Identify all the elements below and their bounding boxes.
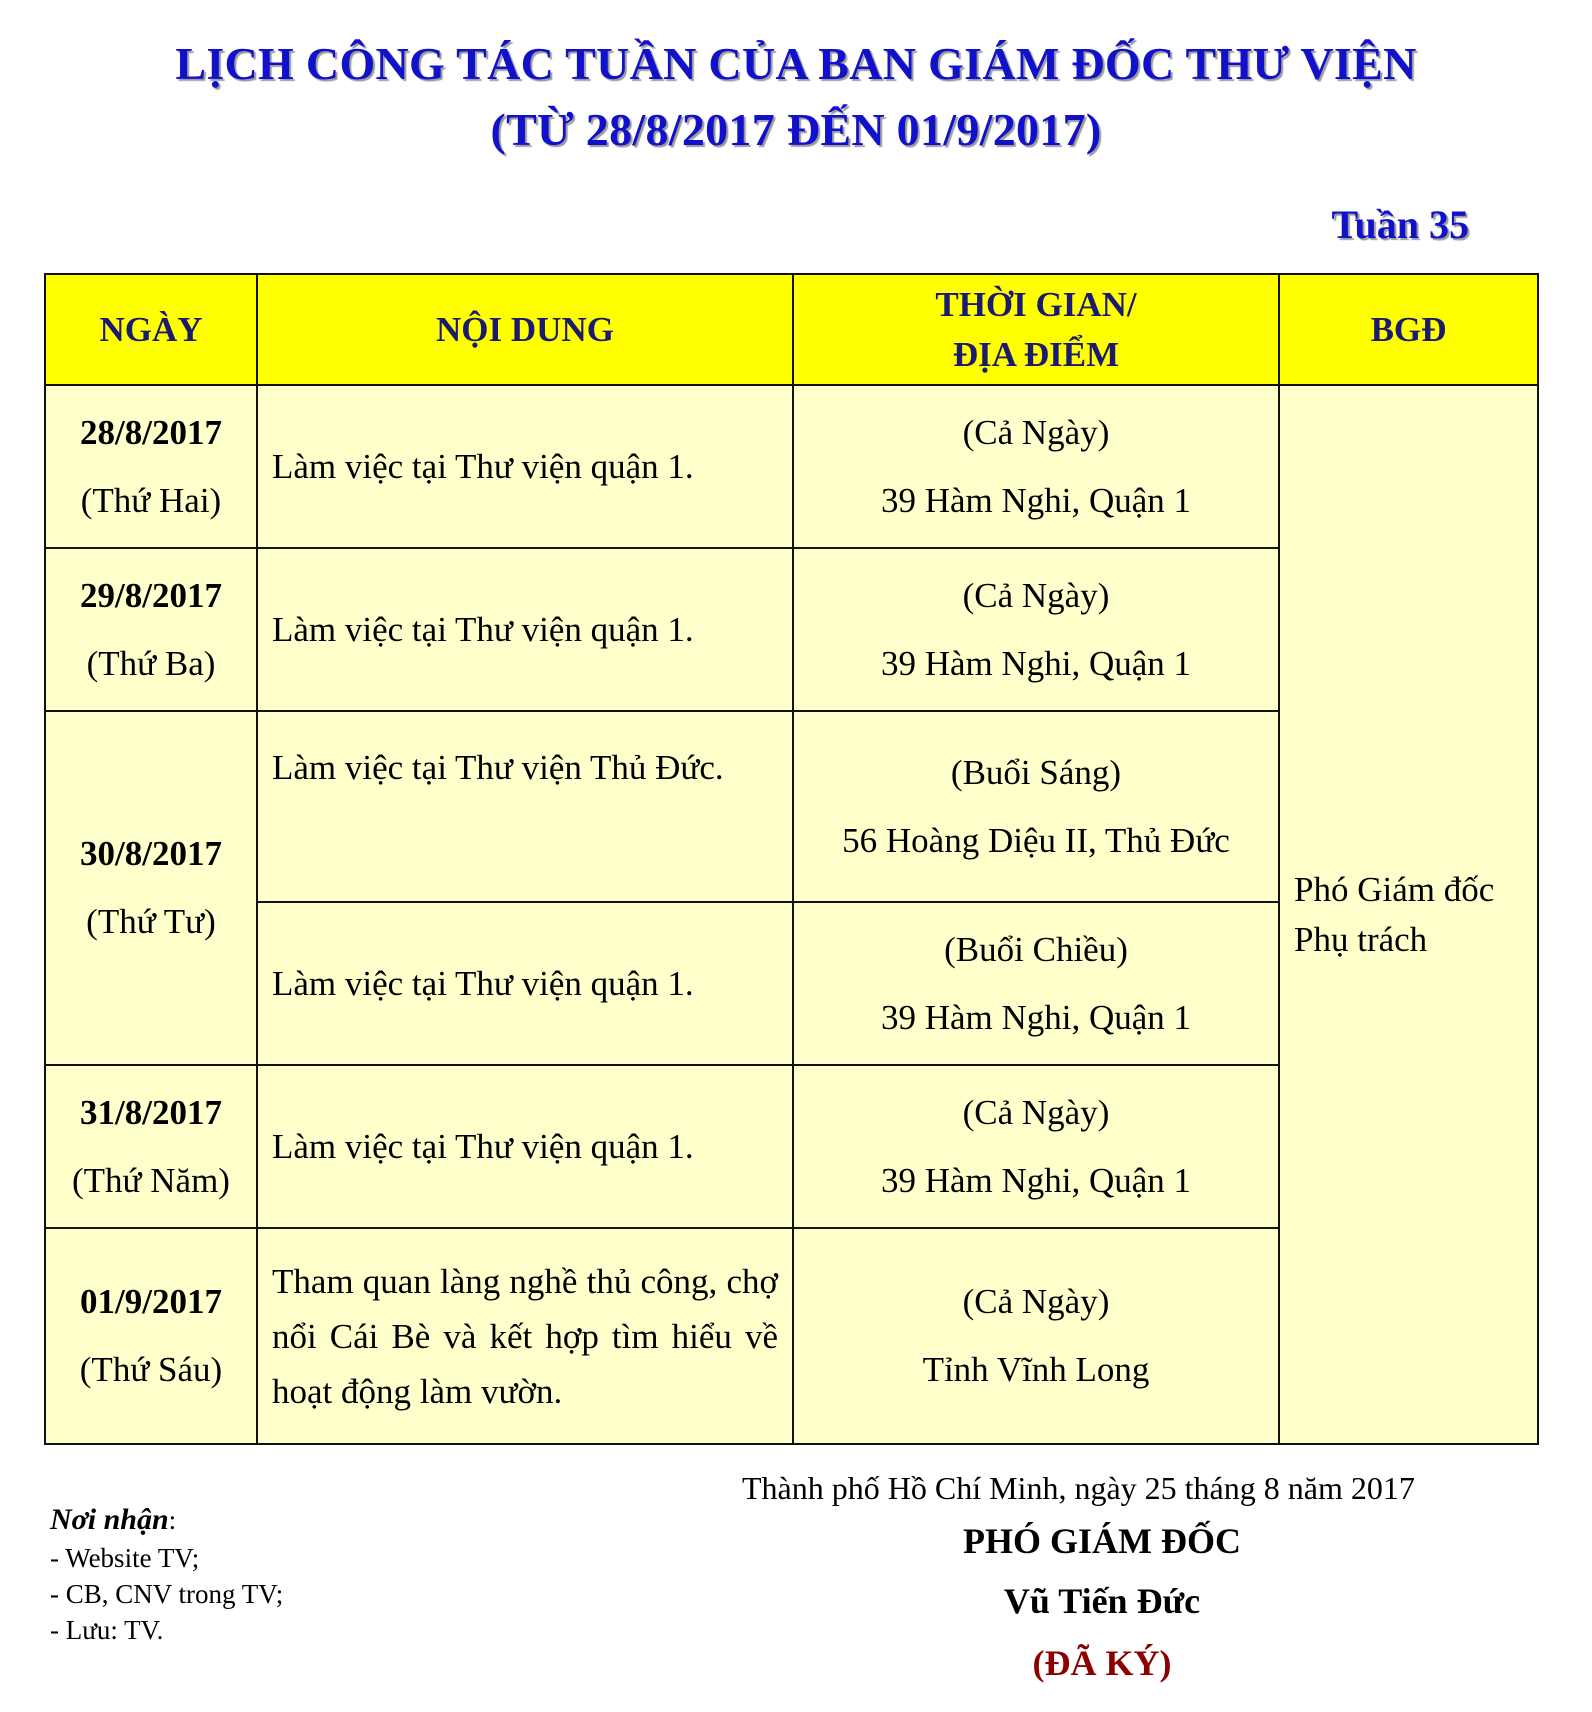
bgd-line2: Phụ trách (1294, 919, 1428, 959)
signature-place-date: Thành phố Hồ Chí Minh, ngày 25 tháng 8 năm 2017 (742, 1470, 1415, 1506)
header-date: NGÀY (45, 274, 257, 385)
weekday-value: (Thứ Năm) (72, 1160, 230, 1200)
weekday-value: (Thứ Tư) (86, 902, 216, 941)
place-value: 39 Hàm Nghi, Quận 1 (880, 643, 1192, 683)
place-value: 39 Hàm Nghi, Quận 1 (880, 1160, 1192, 1200)
signature-status: (ĐÃ KÝ) (1032, 1643, 1172, 1683)
place-value: 39 Hàm Nghi, Quận 1 (880, 997, 1192, 1037)
document-title: LỊCH CÔNG TÁC TUẦN CỦA BAN GIÁM ĐỐC THƯ VIỆN (175, 38, 1417, 89)
header-time-place (793, 274, 1279, 385)
content-cell: Làm việc tại Thư viện Thủ Đức. (257, 711, 793, 902)
content-cell: Tham quan làng nghề thủ công, chợ nổi Cái Bè và kết hợp tìm hiểu về hoạt động làm vườn. (257, 1228, 793, 1444)
date-value: 30/8/2017 (80, 834, 222, 873)
time-value: (Cả Ngày) (962, 412, 1110, 452)
date-cell (45, 548, 257, 711)
date-value: 29/8/2017 (80, 575, 222, 615)
time-place-cell (793, 385, 1279, 548)
table-header-row (45, 274, 1538, 385)
time-value: (Buổi Chiều) (944, 929, 1128, 969)
recipient-item: - Lưu: TV. (50, 1615, 164, 1645)
time-value: (Cả Ngày) (962, 1092, 1110, 1132)
date-cell (45, 1065, 257, 1228)
time-value: (Cả Ngày) (962, 1282, 1110, 1321)
time-place-cell (793, 1065, 1279, 1228)
place-value: 39 Hàm Nghi, Quận 1 (880, 480, 1192, 520)
date-cell (45, 711, 257, 1065)
recipient-item: - Website TV; (50, 1543, 200, 1573)
header-time: THỜI GIAN/ (935, 284, 1137, 324)
date-cell (45, 1228, 257, 1444)
bgd-line1: Phó Giám đốc (1294, 869, 1495, 909)
content-cell: Làm việc tại Thư viện quận 1. (257, 385, 793, 548)
weekday-value: (Thứ Sáu) (79, 1350, 223, 1389)
signature-name: Vũ Tiến Đức (1003, 1581, 1201, 1621)
time-value: (Buổi Sáng) (950, 752, 1122, 792)
bgd-cell (1279, 385, 1538, 1444)
date-value: 01/9/2017 (80, 1282, 222, 1321)
table-row (45, 385, 1538, 548)
content-cell: Làm việc tại Thư viện quận 1. (257, 1065, 793, 1228)
weekday-value: (Thứ Ba) (86, 643, 216, 683)
date-value: 31/8/2017 (80, 1092, 222, 1132)
recipients-label: Nơi nhận (50, 1503, 169, 1536)
header-bgd: BGĐ (1279, 274, 1538, 385)
time-place-cell (793, 711, 1279, 902)
document-date-range: (TỪ 28/8/2017 ĐẾN 01/9/2017) (490, 104, 1102, 155)
recipients-block (50, 1500, 283, 1648)
content-cell: Làm việc tại Thư viện quận 1. (257, 548, 793, 711)
recipients-label-colon: : (168, 1505, 177, 1535)
date-value: 28/8/2017 (80, 412, 222, 452)
schedule-table (44, 273, 1539, 1445)
recipient-item: - CB, CNV trong TV; (50, 1579, 284, 1609)
header-content: NỘI DUNG (257, 274, 793, 385)
week-number: Tuần 35 (1331, 202, 1469, 247)
date-cell (45, 385, 257, 548)
recipients-heading (50, 1500, 283, 1540)
time-place-cell (793, 1228, 1279, 1444)
time-value: (Cả Ngày) (962, 575, 1110, 615)
content-cell: Làm việc tại Thư viện quận 1. (257, 902, 793, 1065)
time-place-cell (793, 548, 1279, 711)
place-value: 56 Hoàng Diệu II, Thủ Đức (842, 820, 1230, 860)
signature-role: PHÓ GIÁM ĐỐC (963, 1521, 1241, 1561)
place-value: Tỉnh Vĩnh Long (922, 1350, 1150, 1389)
header-place: ĐỊA ĐIỂM (952, 334, 1120, 374)
weekday-value: (Thứ Hai) (80, 480, 222, 520)
time-place-cell (793, 902, 1279, 1065)
